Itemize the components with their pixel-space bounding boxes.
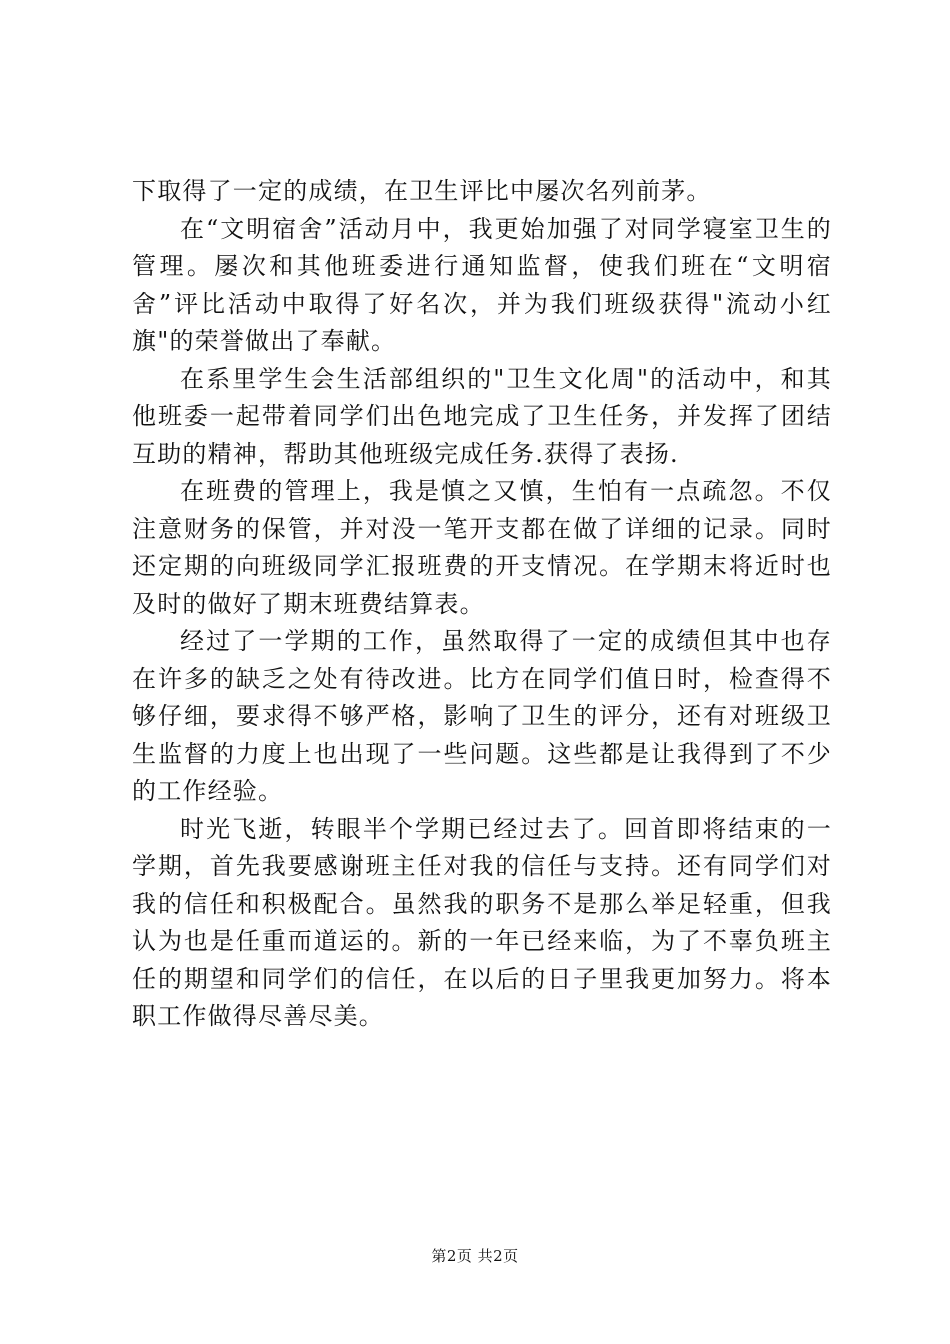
paragraph-3: 在系里学生会生活部组织的"卫生文化周"的活动中，和其他班委一起带着同学们出色地完成了卫生任务，并发挥了团结互助的精神，帮助其他班级完成任务.获得了表扬. bbox=[132, 364, 832, 468]
paragraph-2: 在“文明宿舍”活动月中，我更始加强了对同学寝室卫生的管理。屡次和其他班委进行通知监督，使我们班在“文明宿舍”评比活动中取得了好名次，并为我们班级获得"流动小红旗"的荣誉做出了奉献。 bbox=[132, 214, 832, 355]
paragraph-4: 在班费的管理上，我是慎之又慎，生怕有一点疏忽。不仅注意财务的保管，并对没一笔开支都在做了详细的记录。同时还定期的向班级同学汇报班费的开支情况。在学期末将近时也及时的做好了期末班费结算表。 bbox=[132, 477, 832, 618]
page-footer bbox=[0, 1245, 950, 1266]
paragraph-6: 时光飞逝，转眼半个学期已经过去了。回首即将结束的一学期，首先我要感谢班主任对我的信任与支持。还有同学们对我的信任和积极配合。虽然我的职务不是那么举足轻重，但我认为也是任重而道运的。新的一年已经来临，为了不辜负班主任的期望和同学们的信任，在以后的日子里我更加努力。将本职工作做得尽善尽美。 bbox=[132, 814, 832, 1030]
page-number: 第2页 共2页 bbox=[431, 1247, 519, 1265]
document-body bbox=[132, 173, 832, 1036]
paragraph-1: 下取得了一定的成绩，在卫生评比中屡次名列前茅。 bbox=[132, 177, 712, 205]
paragraph-5: 经过了一学期的工作，虽然取得了一定的成绩但其中也存在许多的缺乏之处有待改进。比方在同学们值日时，检查得不够仔细，要求得不够严格，影响了卫生的评分，还有对班级卫生监督的力度上也出现了一些问题。这些都是让我得到了不少的工作经验。 bbox=[132, 627, 832, 805]
